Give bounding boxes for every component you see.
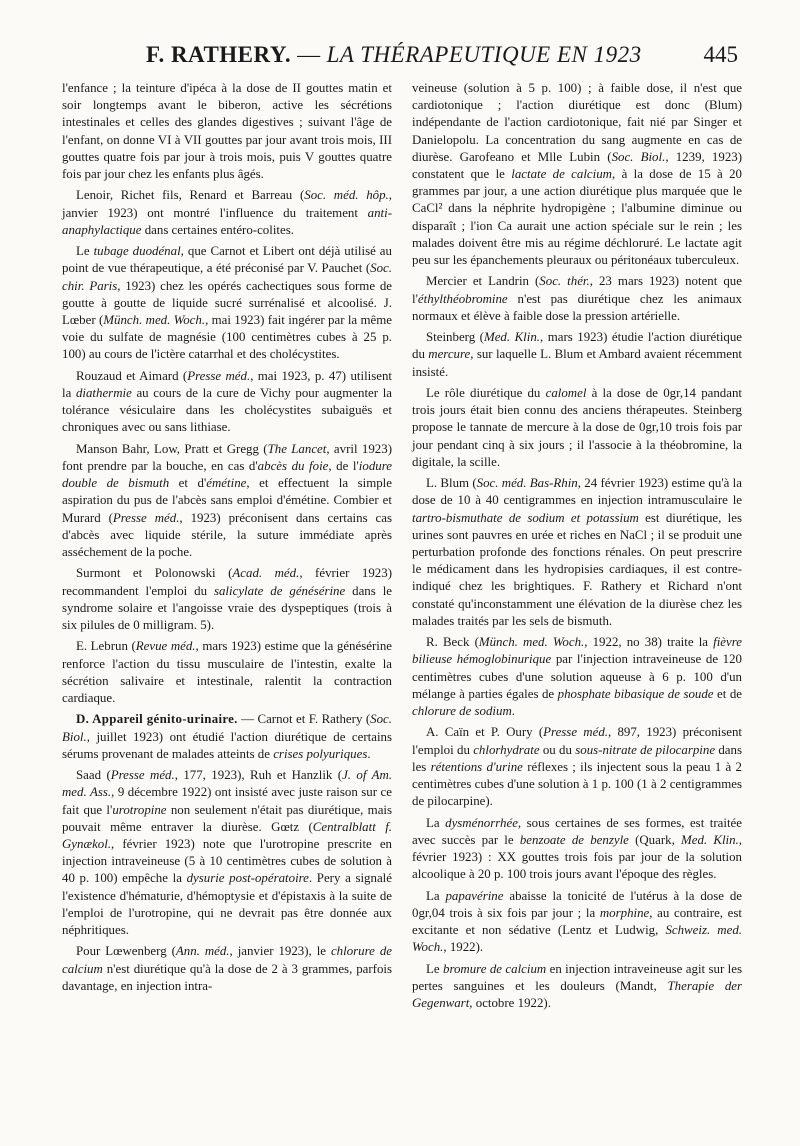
paragraph: L. Blum (Soc. méd. Bas-Rhin, 24 février 1923) estime qu'à la dose de 10 à 40 centigrammes en injection intramusculaire le tartro-bismuthate de sodium et potassium est diurétique, les urines sont pauvres en urée et riches en NaCl ; il se produit une perturbation profonde des fonctions rénales. On peut prescrire le médicament dans les hydropisies cardiaques, il est contre-indiqué chez les brightiques. F. Rathery et Richard n'ont constaté qu'inconstamment une élévation de la diurèse chez les malades traités par les sels de bismuth. xyxy=(412,476,742,628)
paragraph: Lenoir, Richet fils, Renard et Barreau (Soc. méd. hôp., janvier 1923) ont montré l'influence du traitement anti-anaphylactique dans certaines entéro-colites. xyxy=(62,188,393,237)
paragraph: Le tubage duodénal, que Carnot et Libert ont déjà utilisé au point de vue thérapeutique, a été préconisé par V. Pauchet (Soc. chir. Paris, 1923) chez les opérés cachectiques sous forme de goutte à goutte de liquide sucré surrénalisé et alcoolisé. J. Lœber (Münch. med. Woch., mai 1923) fait ingérer par la même voie du sulfate de magnésie (100 centimètres cubes à 25 p. 100) au cours de l'ictère catarrhal et des cholécystites. xyxy=(62,244,392,362)
text-columns xyxy=(62,80,742,1016)
paragraph: R. Beck (Münch. med. Woch., 1922, no 38) traite la fièvre bilieuse hémoglobinurique par l'injection intraveineuse de 120 centimètres cubes d'une solution aqueuse à 6 p. 100 d'un mélange à parties égales de phosphate bibasique de soude et de chlorure de sodium. xyxy=(412,635,743,719)
paragraph: veineuse (solution à 5 p. 100) ; à faible dose, il n'est que cardiotonique ; l'action diurétique est donc (Blum) indépendante de l'action cardiotonique, fait nié par Singer et Danielopolu. La concentration du sang augmente en cas de diurèse. Garofeano et Mlle Lubin (Soc. Biol., 1239, 1923) constatent que le lactate de calcium, à la dose de 15 à 20 grammes par jour, a une action diurétique plus marquée que le CaCl² dans la néphrite hydropigène ; l'albumine diminue ou disparaît ; l'ion Ca aurait une action spéciale sur le rein ; les malades doivent être mis au régime déchloruré. Le lactate agit peu sur les épanchements pleuraux ou péritonéaux tuberculeux. xyxy=(412,81,743,268)
running-title-author: F. RATHERY. xyxy=(146,42,292,67)
running-title-dash: — xyxy=(297,42,321,67)
page-number: 445 xyxy=(703,42,738,67)
paragraph: Manson Bahr, Low, Pratt et Gregg (The Lancet, avril 1923) font prendre par la bouche, en cas d'abcès du foie, de l'iodure double de bismuth et d'émétine, et effectuent la simple aspiration du pus de l'abcès sans emploi d'émétine. Combier et Murard (Presse méd., 1923) préconisent dans certains cas d'abcès avec liquide stérile, la suture immédiate après asséchement de la poche. xyxy=(62,441,392,560)
paragraph: Le bromure de calcium en injection intraveineuse agit sur les pertes sanguines et les douleurs (Mandt, Therapie der Gegenwart, octobre 1922). xyxy=(412,961,743,1011)
paragraph: A. Caïn et P. Oury (Presse méd., 897, 1923) préconisent l'emploi du chlorhydrate ou du sous-nitrate de pilocarpine dans les rétentions d'urine réflexes ; ils injectent sous la peau 1 à 2 centimètres cubes d'une solution à 1 p. 100 (1 à 2 centigrammes de pilocarpine). xyxy=(412,725,743,809)
paragraph: Le rôle diurétique du calomel à la dose de 0gr,14 pandant trois jours était bien connu des anciens thérapeutes. Steinberg propose le tannate de mercure à la dose de 0gr,10 trois fois par jour pendant cinq à six jours ; il l'associe à la théobromine, la digitale, la scille. xyxy=(412,386,742,469)
paragraph: l'enfance ; la teinture d'ipéca à la dose de II gouttes matin et soir longtemps avant le biberon, active les sécrétions intestinales et celles des glandes digestives ; suivant l'âge de l'enfant, on donne VI à VII gouttes par jour avant trois mois, III gouttes quatre fois par jour à trois mois, puis V gouttes quatre fois par jour chez les enfants plus âgés. xyxy=(62,81,392,182)
left-column xyxy=(62,80,392,1016)
paragraph: Surmont et Polonowski (Acad. méd., février 1923) recommandent l'emploi du salicylate de génésérine dans le syndrome solaire et l'angoisse vraie des dyspeptiques (trois à six pilules de 0 milligram. 5). xyxy=(62,566,392,633)
paragraph: La papavérine abaisse la tonicité de l'utérus à la dose de 0gr,04 trois à six fois par jour ; la morphine, au contraire, est excitante et non sédative (Lentz et Ludwig, Schweiz. med. Woch., 1922). xyxy=(412,888,742,955)
paragraph: E. Lebrun (Revue méd., mars 1923) estime que la génésérine renforce l'action du tissu musculaire de l'intestin, exalte la sécrétion salivaire et intestinale, ralentit la contraction cardiaque. xyxy=(62,639,393,706)
section-heading: D. Appareil génito-urinaire. xyxy=(76,712,238,727)
paragraph: Pour Lœwenberg (Ann. méd., janvier 1923), le chlorure de calcium n'est diurétique qu'à la dose de 2 à 3 grammes, parfois davantage, en injection intra- xyxy=(62,944,392,993)
right-column xyxy=(412,80,742,1016)
running-title-text: LA THÉRAPEUTIQUE EN 1923 xyxy=(326,42,642,67)
running-title xyxy=(146,42,642,68)
paragraph: Saad (Presse méd., 177, 1923), Ruh et Hanzlik (J. of Am. med. Ass., 9 décembre 1922) ont insisté avec juste raison sur ce fait que l'urotropine non seulement n'était pas diurétique, mais pouvait même entraver la diurèse. Gœtz (Centralblatt f. Gynækol., février 1923) note que l'urotropine prescrite en injection intraveineuse (5 à 10 centimètres cubes de solution à 40 p. 100) empêche la dysurie post-opératoire. Pery a signalé l'existence d'hématurie, d'hémoptysie et d'épistaxis à la suite de l'emploi de l'urotropine, qui ne devrait pas être donnée aux néphritiques. xyxy=(62,768,393,938)
page-header xyxy=(56,42,744,76)
paragraph: Rouzaud et Aimard (Presse méd., mai 1923, p. 47) utilisent la diathermie au cours de la cure de Vichy pour augmenter la tolérance vésiculaire dans les cholécystites subaiguës et chroniques avec ou sans lithiase. xyxy=(62,368,392,435)
section-paragraph: D. Appareil génito-urinaire. — Carnot et F. Rathery (Soc. Biol., juillet 1923) ont étudié l'action diurétique de certains sérums provenant de malades atteints de crises polyuriques. xyxy=(62,712,392,761)
paragraph: Mercier et Landrin (Soc. thér., 23 mars 1923) notent que l'éthylthéobromine n'est pas diurétique chez les animaux normaux et élève à faible dose la pression artérielle. xyxy=(412,274,742,323)
paragraph: La dysménorrhée, sous certaines de ses formes, est traitée avec succès par le benzoate de benzyle (Quark, Med. Klin., février 1923) : XX gouttes trois fois par jour de la solution alcoolique à 20 p. 100 trois jours avant l'époque des règles. xyxy=(412,815,743,882)
paragraph: Steinberg (Med. Klin., mars 1923) étudie l'action diurétique du mercure, sur laquelle L. Blum et Ambard avaient récemment insisté. xyxy=(412,330,743,379)
